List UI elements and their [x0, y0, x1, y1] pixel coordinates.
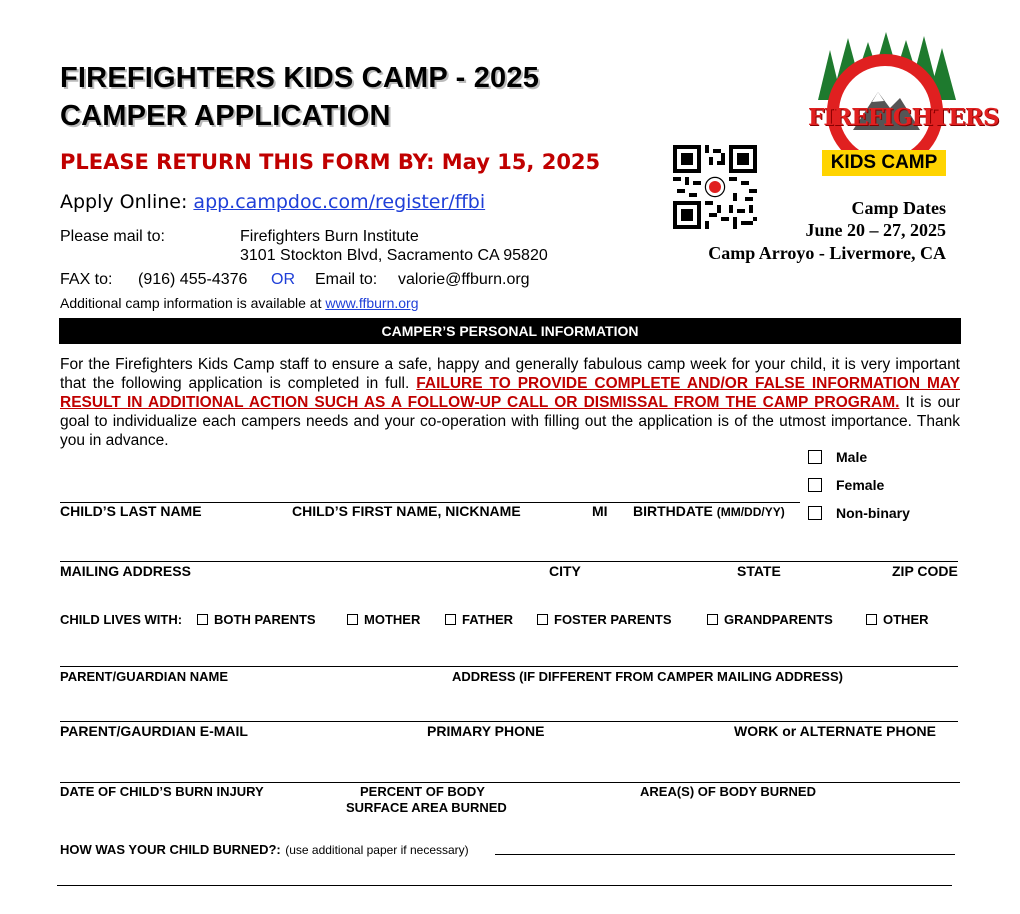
how-burned-row: [60, 841, 469, 859]
first-name-label: CHILD’S FIRST NAME, NICKNAME: [292, 503, 521, 519]
address-field-line[interactable]: [60, 561, 958, 562]
lives-with-foster-parents[interactable]: FOSTER PARENTS: [537, 612, 672, 627]
additional-info-text: Additional camp information is available at: [60, 295, 322, 311]
alt-address-label: ADDRESS (IF DIFFERENT FROM CAMPER MAILING ADDRESS): [452, 669, 843, 684]
or-text: OR: [271, 271, 295, 288]
gender-nonbinary[interactable]: Non-binary: [808, 499, 910, 527]
outro-text: It is our goal to individualize each campers needs and your co-operation with filling out the application is of the utmost importance. Thank you in advance.: [60, 394, 960, 449]
fax-number: (916) 455-4376: [138, 271, 248, 288]
camp-dates: June 20 – 27, 2025: [805, 220, 946, 240]
how-burned-label: HOW WAS YOUR CHILD BURNED?:: [60, 842, 281, 857]
form-title-line2: CAMPER APPLICATION: [60, 100, 391, 132]
logo-line2: KIDS CAMP: [822, 150, 946, 176]
camp-logo: [808, 30, 999, 190]
mail-label: Please mail to:: [60, 228, 165, 245]
email-address: valorie@ffburn.org: [398, 271, 530, 288]
primary-phone-label: PRIMARY PHONE: [427, 723, 545, 739]
camp-location: Camp Arroyo - Livermore, CA: [708, 243, 946, 263]
alt-phone-label: WORK or ALTERNATE PHONE: [734, 723, 936, 739]
percent-label-line2: SURFACE AREA BURNED: [346, 800, 507, 815]
warning-text: FAILURE TO PROVIDE COMPLETE AND/OR FALSE INFORMATION MAY RESULT IN ADDITIONAL ACTION SUCH AS A FOLLOW-UP CALL OR DISMISSAL FROM THE CAMP PROGRAM.: [60, 375, 961, 411]
areas-burned-label: AREA(S) OF BODY BURNED: [640, 784, 816, 799]
parent-name-label: PARENT/GUARDIAN NAME: [60, 669, 229, 684]
apply-online: [60, 191, 485, 213]
lives-with-mother[interactable]: MOTHER: [347, 612, 420, 627]
lives-with-grandparents[interactable]: GRANDPARENTS: [707, 612, 833, 627]
gender-options: [808, 443, 910, 527]
logo-line1: FIREFIGHTERS: [808, 104, 999, 131]
city-label: CITY: [549, 563, 581, 579]
contact-field-line[interactable]: [60, 721, 958, 722]
return-deadline: PLEASE RETURN THIS FORM BY: May 15, 2025: [60, 150, 601, 174]
email-label: Email to:: [315, 271, 378, 288]
info-link[interactable]: www.ffburn.org: [325, 295, 419, 311]
lives-with-other[interactable]: OTHER: [866, 612, 929, 627]
mi-label: MI: [592, 503, 608, 519]
section-header: CAMPER’S PERSONAL INFORMATION: [59, 318, 961, 344]
intro-text: For the Firefighters Kids Camp staff to ensure a safe, happy and generally fabulous camp week for your child, it is very important that the following application is completed in full.: [60, 356, 960, 392]
how-burned-line[interactable]: [495, 854, 955, 855]
mail-address: 3101 Stockton Blvd, Sacramento CA 95820: [240, 247, 548, 264]
apply-link[interactable]: app.campdoc.com/register/ffbi: [193, 191, 486, 213]
mailing-address-label: MAILING ADDRESS: [60, 563, 191, 579]
qr-code: [673, 145, 757, 229]
form-title-line1: FIREFIGHTERS KIDS CAMP - 2025: [60, 62, 540, 94]
lives-with-both-parents[interactable]: BOTH PARENTS: [197, 612, 316, 627]
gender-female[interactable]: Female: [808, 471, 910, 499]
lives-with-father[interactable]: FATHER: [445, 612, 513, 627]
additional-info: [60, 295, 419, 311]
last-name-label: CHILD’S LAST NAME: [60, 503, 202, 519]
intro-paragraph: [60, 355, 960, 450]
how-burned-line-2[interactable]: [57, 885, 952, 886]
burn-info-field-line[interactable]: [60, 782, 960, 783]
zip-label: ZIP CODE: [892, 563, 958, 579]
lives-with-label: CHILD LIVES WITH:: [60, 612, 183, 627]
fax-label: FAX to:: [60, 271, 113, 288]
percent-label-line1: PERCENT OF BODY: [360, 784, 485, 799]
camp-dates-label: Camp Dates: [851, 198, 946, 218]
parent-name-field-line[interactable]: [60, 666, 958, 667]
burn-date-label: DATE OF CHILD’S BURN INJURY: [60, 784, 264, 799]
gender-male[interactable]: Male: [808, 443, 910, 471]
state-label: STATE: [737, 563, 781, 579]
parent-email-label: PARENT/GAURDIAN E-MAIL: [60, 723, 248, 739]
apply-label: Apply Online:: [60, 191, 188, 213]
how-burned-note: (use additional paper if necessary): [285, 843, 469, 857]
birthdate-label: BIRTHDATE (MM/DD/YY): [633, 503, 785, 519]
mail-name: Firefighters Burn Institute: [240, 228, 419, 245]
